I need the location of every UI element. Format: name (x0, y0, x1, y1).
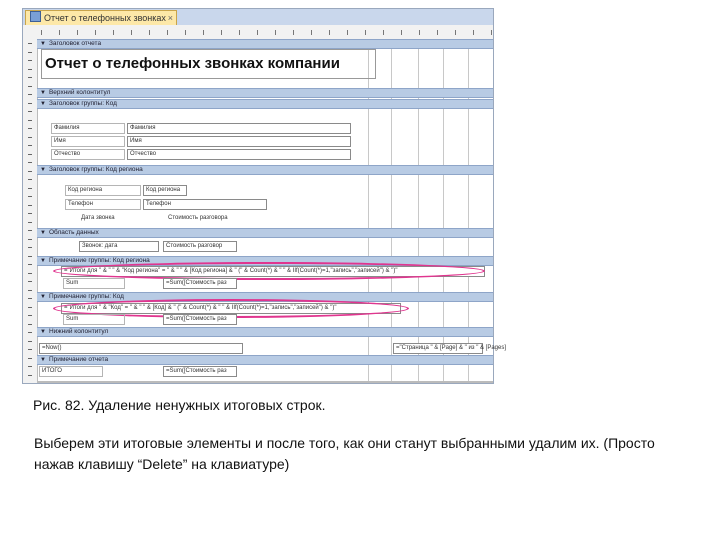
ruler-tick (293, 30, 294, 35)
ruler-tick (401, 30, 402, 35)
ruler-tick (28, 145, 32, 146)
ruler-tick (28, 230, 32, 231)
column-label-call-date[interactable]: Дата звонка (81, 215, 115, 221)
ruler-tick (113, 30, 114, 35)
ruler-tick (28, 43, 32, 44)
ruler-tick (491, 30, 492, 35)
ruler-tick (28, 137, 32, 138)
section-group-footer-code[interactable]: ▼ Примечание группы: Код (37, 292, 493, 302)
ruler-tick (257, 30, 258, 35)
field-total-sum[interactable]: =Sum([Стоимость раз (163, 366, 237, 377)
ruler-tick (329, 30, 330, 35)
column-label-call-cost[interactable]: Стоимость разговора (168, 215, 228, 221)
field-call-date[interactable]: Звонок: дата (79, 241, 159, 252)
ruler-tick (28, 77, 32, 78)
label-total[interactable]: ИТОГО (39, 366, 103, 377)
ruler-tick (59, 30, 60, 35)
ruler-tick (347, 30, 348, 35)
ruler-tick (275, 30, 276, 35)
ruler-tick (28, 188, 32, 189)
ruler-tick (95, 30, 96, 35)
ruler-tick (28, 60, 32, 61)
label-region-code[interactable]: Код региона (65, 185, 141, 196)
label-sum-code[interactable]: Sum (63, 314, 125, 325)
ruler-tick (437, 30, 438, 35)
ruler-tick (419, 30, 420, 35)
instruction-paragraph: Выберем эти итоговые элементы и после того, как они станут выбранными удалим их. (Просто нажав клавишу “Delete” на клавиатуре) (34, 435, 655, 472)
section-marker-icon: ▼ (40, 294, 46, 300)
access-report-design-screenshot (22, 8, 507, 384)
vertical-ruler (23, 39, 38, 383)
section-marker-icon: ▼ (40, 90, 46, 96)
ruler-tick (131, 30, 132, 35)
field-sum-region[interactable]: =Sum([Стоимость раз (163, 278, 237, 289)
ruler-tick (28, 196, 32, 197)
ruler-tick (28, 94, 32, 95)
ruler-tick (77, 30, 78, 35)
label-patronymic[interactable]: Отчество (51, 149, 125, 160)
ruler-tick (185, 30, 186, 35)
ruler-tick (28, 273, 32, 274)
field-patronymic[interactable]: Отчество (127, 149, 351, 160)
ruler-tick (28, 239, 32, 240)
section-marker-icon: ▼ (40, 101, 46, 107)
section-page-footer[interactable]: ▼ Нижний колонтитул (37, 327, 493, 337)
section-marker-icon: ▼ (40, 230, 46, 236)
field-page-number[interactable]: ="Страница " & [Page] & " из " & [Pages] (393, 343, 483, 354)
report-tab-label: Отчет о телефонных звонках (44, 13, 166, 23)
ruler-tick (28, 111, 32, 112)
design-bottom-edge (37, 381, 493, 383)
ruler-tick (28, 375, 32, 376)
section-page-header[interactable]: ▼ Верхний колонтитул (37, 88, 493, 98)
ruler-tick (28, 205, 32, 206)
ruler-tick (28, 298, 32, 299)
ruler-tick (28, 247, 32, 248)
field-phone[interactable]: Телефон (143, 199, 267, 210)
section-group-header-region-code[interactable]: ▼ Заголовок группы: Код региона (37, 165, 493, 175)
ruler-tick (28, 213, 32, 214)
section-report-footer[interactable]: ▼ Примечание отчета (37, 355, 493, 365)
section-detail[interactable]: ▼ Область данных (37, 228, 493, 238)
ruler-tick (28, 307, 32, 308)
ruler-tick (28, 281, 32, 282)
horizontal-ruler (23, 25, 493, 40)
ruler-tick (28, 128, 32, 129)
section-marker-icon: ▼ (40, 357, 46, 363)
ruler-tick (28, 332, 32, 333)
ruler-tick (28, 52, 32, 53)
field-first-name[interactable]: Имя (127, 136, 351, 147)
ruler-tick (28, 358, 32, 359)
ruler-tick (28, 222, 32, 223)
close-icon[interactable]: × (167, 13, 173, 23)
report-title-label[interactable]: Отчет о телефонных звонках компании (41, 49, 376, 79)
ruler-tick (365, 30, 366, 35)
ruler-tick (28, 86, 32, 87)
figure-caption: Рис. 82. Удаление ненужных итоговых строк. (33, 397, 326, 413)
ruler-tick (28, 290, 32, 291)
label-last-name[interactable]: Фамилия (51, 123, 125, 134)
ruler-tick (28, 349, 32, 350)
ruler-tick (203, 30, 204, 35)
section-marker-icon: ▼ (40, 167, 46, 173)
field-sum-code[interactable]: =Sum([Стоимость раз (163, 314, 237, 325)
field-last-name[interactable]: Фамилия (127, 123, 351, 134)
report-tab[interactable] (25, 10, 177, 26)
ruler-tick (28, 154, 32, 155)
ruler-tick (28, 103, 32, 104)
section-group-header-code[interactable]: ▼ Заголовок группы: Код (37, 99, 493, 109)
ruler-tick (28, 171, 32, 172)
section-marker-icon: ▼ (40, 258, 46, 264)
ruler-tick (28, 264, 32, 265)
label-sum-region[interactable]: Sum (63, 278, 125, 289)
ruler-tick (149, 30, 150, 35)
ruler-tick (221, 30, 222, 35)
ruler-tick (28, 315, 32, 316)
section-marker-icon: ▼ (40, 329, 46, 335)
ruler-tick (28, 256, 32, 257)
ruler-tick (311, 30, 312, 35)
ruler-tick (41, 30, 42, 35)
ruler-tick (473, 30, 474, 35)
ruler-tick (28, 162, 32, 163)
ruler-tick (28, 324, 32, 325)
ruler-tick (28, 179, 32, 180)
ruler-tick (28, 120, 32, 121)
field-summary-region-code[interactable]: ="Итоги для " & " " & "Код региона" = " & " " & [Код региона] & " (" & Count(*) & " " & IIf(Count(*)=1,"запись","записей") & ")" (61, 266, 485, 277)
ruler-tick (167, 30, 168, 35)
section-group-footer-region-code[interactable]: ▼ Примечание группы: Код региона (37, 256, 493, 266)
field-call-cost[interactable]: Стоимость разговор (163, 241, 237, 252)
report-icon (30, 11, 41, 22)
document-tab-strip (23, 9, 493, 25)
ruler-tick (28, 366, 32, 367)
label-phone[interactable]: Телефон (65, 199, 141, 210)
section-marker-icon: ▼ (40, 41, 46, 47)
ruler-tick (455, 30, 456, 35)
field-now[interactable]: =Now() (39, 343, 243, 354)
ruler-tick (383, 30, 384, 35)
ruler-tick (239, 30, 240, 35)
section-report-header[interactable]: ▼ Заголовок отчета (37, 39, 493, 49)
ruler-tick (28, 69, 32, 70)
label-first-name[interactable]: Имя (51, 136, 125, 147)
field-summary-code[interactable]: ="Итоги для " & "Код" = " & " " & [Код] & " (" & Count(*) & " " & IIf(Count(*)=1,"запись","записей") & ")" (61, 303, 401, 314)
field-region-code[interactable]: Код региона (143, 185, 187, 196)
ruler-tick (28, 341, 32, 342)
